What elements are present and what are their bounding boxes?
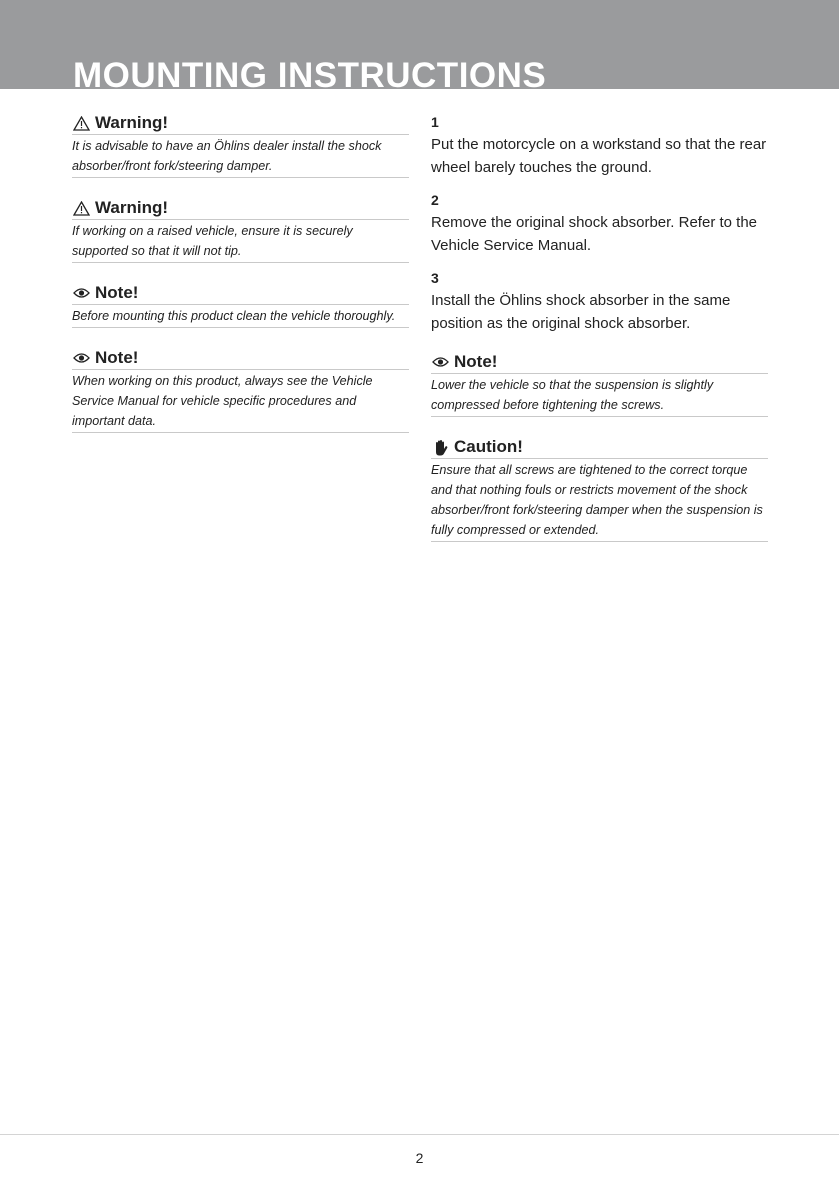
callout-text: When working on this product, always see the Vehicle Service Manual for vehicle specific procedures and important data.	[72, 370, 409, 433]
page-title: MOUNTING INSTRUCTIONS	[73, 56, 547, 89]
warning-triangle-icon	[72, 200, 90, 216]
callout-heading-label: Caution!	[454, 437, 523, 456]
callout-heading-label: Warning!	[95, 198, 169, 217]
callout-text: It is advisable to have an Öhlins dealer install the shock absorber/front fork/steering damper.	[72, 135, 409, 178]
warning-callout	[72, 197, 409, 263]
warning-callout	[72, 112, 409, 178]
callout-heading-label: Note!	[95, 283, 139, 302]
callout-heading	[431, 436, 768, 459]
callout-heading	[72, 197, 409, 220]
caution-callout	[431, 436, 768, 542]
eye-icon	[431, 354, 449, 370]
page-number: 2	[415, 1150, 424, 1166]
step-text: Install the Öhlins shock absorber in the same position as the original shock absorber.	[431, 292, 731, 332]
step-item	[431, 268, 768, 335]
callout-text: Ensure that all screws are tightened to the correct torque and that nothing fouls or restricts movement of the shock absorber/front fork/steering damper when the suspension is fully compressed or extended.	[431, 459, 768, 542]
left-column	[72, 112, 409, 452]
hand-icon	[431, 439, 449, 455]
step-number: 1	[431, 114, 439, 130]
note-callout	[72, 347, 409, 433]
callout-heading-label: Note!	[95, 348, 139, 367]
footer-divider	[0, 1134, 839, 1135]
callout-text: Before mounting this product clean the vehicle thoroughly.	[72, 305, 409, 328]
callout-heading	[72, 347, 409, 370]
eye-icon	[72, 350, 90, 366]
eye-icon	[72, 285, 90, 301]
header-band	[0, 0, 839, 89]
step-item	[431, 112, 768, 179]
note-callout	[431, 351, 768, 417]
callout-heading-label: Note!	[454, 352, 498, 371]
warning-triangle-icon	[72, 115, 90, 131]
right-column	[431, 112, 768, 561]
step-text: Remove the original shock absorber. Refer to the Vehicle Service Manual.	[431, 214, 758, 254]
note-callout	[72, 282, 409, 328]
step-item	[431, 190, 768, 257]
callout-text: If working on a raised vehicle, ensure it is securely supported so that it will not tip.	[72, 220, 409, 263]
step-number: 3	[431, 270, 439, 286]
step-number: 2	[431, 192, 439, 208]
callout-heading	[72, 282, 409, 305]
callout-heading	[431, 351, 768, 374]
callout-text: Lower the vehicle so that the suspension is slightly compressed before tightening the screws.	[431, 374, 768, 417]
callout-heading-label: Warning!	[95, 113, 169, 132]
step-text: Put the motorcycle on a workstand so that the rear wheel barely touches the ground.	[431, 136, 767, 176]
callout-heading	[72, 112, 409, 135]
